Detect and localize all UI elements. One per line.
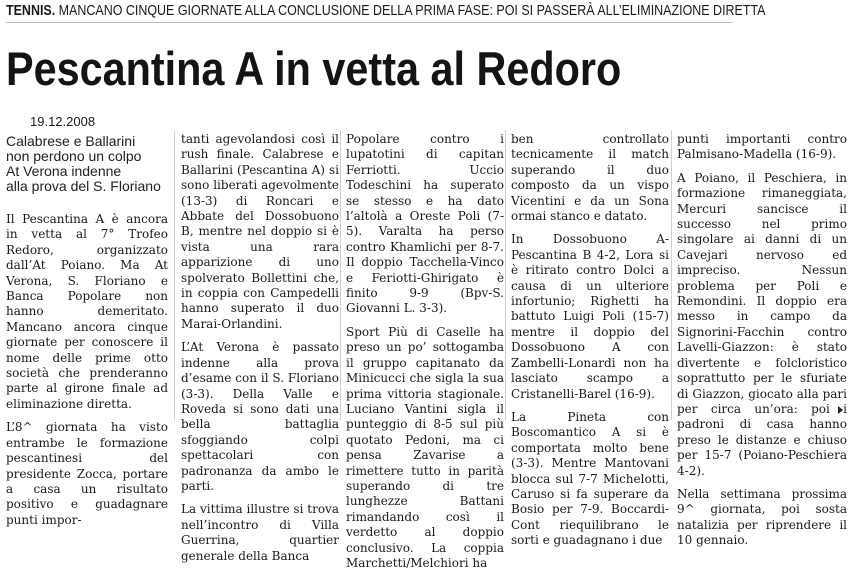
column-divider [174,130,175,420]
kicker-text: MANCANO CINQUE GIORNATE ALLA CONCLUSIONE DELLA PRIMA FASE: POI SI PASSERÀ ALL’ELIMINAZIONE DIRETTA [55,3,766,19]
text-column-4 [511,132,669,549]
paragraph: ben controllato tecnicamente il match superando il duo composto da un vispo Vicentini e da un Sona ormai stanco e datato. [511,132,669,224]
paragraph: Popolare contro i lupatotini di capitan Ferriotti. Uccio Todeschini ha superato se stesso e ha dato l’altolà a Oreste Poli (7-5). Varalta ha perso contro Khamlichi per 8-7. Il doppio Tacchella-Vinco e Feriotti-Ghirigato è finito 9-9 (Bpv-S. Giovanni L. 3-3). [346,132,504,316]
paragraph: L’At Verona è passato indenne alla prova d’esame con il S. Floriano (3-3). Della Valle e Roveda si sono dati una bella battaglia sfoggiando colpi spettacolari con padronanza da ambo le parti. [181,340,339,493]
article-date: 19.12.2008 [30,114,96,129]
column-divider [340,130,341,420]
summary-line: Calabrese e Ballarini [6,133,136,149]
article-summary [6,134,166,194]
text-column-5 [677,132,847,549]
column-divider [505,130,506,420]
article-kicker [6,2,766,23]
paragraph: La vittima illustre si trova nell’incontro di Villa Guerrina, quartier generale della Banca [181,502,339,563]
paragraph: A Poiano, il Peschiera, in formazione rimaneggiata, Mercuri sancisce il successo nel primo singolare ai danni di un Cavejari nervoso ed impreciso. Nessun problema per Poli e Remondini. Il doppio era messo in campo da Signorini-Facchin contro Lavelli-Giazzon: è stato divertente e folcloristico soprattutto per le sfuriate di Giazzon, giocato alla pari per circa un’ora: poi i padroni di casa hanno preso le distanze e chiuso per 15-7 (Poiano-Peschiera 4-2). [677,170,847,478]
paragraph: Il Pescantina A è ancora in vetta al 7° Trofeo Redoro, organizzato dall’At Poiano. Ma At Verona, S. Floriano e Banca Popolare non hanno demeritato. Mancano ancora cinque giornate per conoscere il nome delle prime otto società che prenderanno parte al girone finale ad eliminazione diretta. [6,212,168,411]
article-headline: Pescantina A in vetta al Redoro [6,42,622,95]
paragraph: punti importanti contro Palmisano-Madella (16-9). [677,132,847,162]
paragraph: In Dossobuono A-Pescantina B 4-2, Lora si è ritirato contro Dolci a causa di un ulteriore infortunio; Righetti ha battuto Luigi Poli (15-7) mentre il doppio del Dossobuono A con Zambelli-Lonardi non ha lasciato scampo a Cristanelli-Barel (16-9). [511,232,669,401]
paragraph: Nella settimana prossima 9^ giornata, poi sosta natalizia per riprendere il 10 gennaio. [677,486,847,548]
end-of-article-icon [838,406,843,414]
summary-line: non perdono un colpo [6,148,142,164]
paragraph: La Pineta con Boscomantico A si è comportata molto bene (3-3). Mentre Mantovani blocca sul 7-7 Michelotti, Caruso si fa superare da Bosio per 7-9. Boccardi-Cont riequilibrano le sorti e guadagnano i due [511,409,669,548]
paragraph: L’8^ giornata ha visto entrambe le formazione pescantinesi del presidente Zocca, portare a casa un risultato positivo e guadagnare punti impor- [6,420,168,527]
summary-line: alla prova del S. Floriano [6,178,161,194]
paragraph: tanti agevolandosi così il rush finale. Calabrese e Ballarini (Pescantina A) si sono liberati agevolmente (13-3) di Roncari e Abbate del Dossobuono B, mentre nel doppio si è vista una rara apparizione di uno spolverato Bollettini che, in coppia con Campedelli hanno superato il duo Marai-Orlandini. [181,132,339,331]
text-column-1 [6,212,168,528]
text-column-2 [181,132,339,564]
section-tag: TENNIS. [6,3,56,19]
paragraph: Sport Più di Caselle ha preso un po’ sottogamba il gruppo capitanato da Minicucci che sigla la sua prima vittoria stagionale. Luciano Vantini sigla il punteggio di 8-5 sul più quotato Pedoni, ma ci pensa Zavarise a rimettere tutto in parità superando di tre lunghezze Battani rimandando così il verdetto al doppio conclusivo. La coppia Marchetti/Melchiori ha [346,324,504,570]
summary-line: At Verona indenne [6,163,122,179]
text-column-3 [346,132,504,571]
column-divider [671,130,672,420]
